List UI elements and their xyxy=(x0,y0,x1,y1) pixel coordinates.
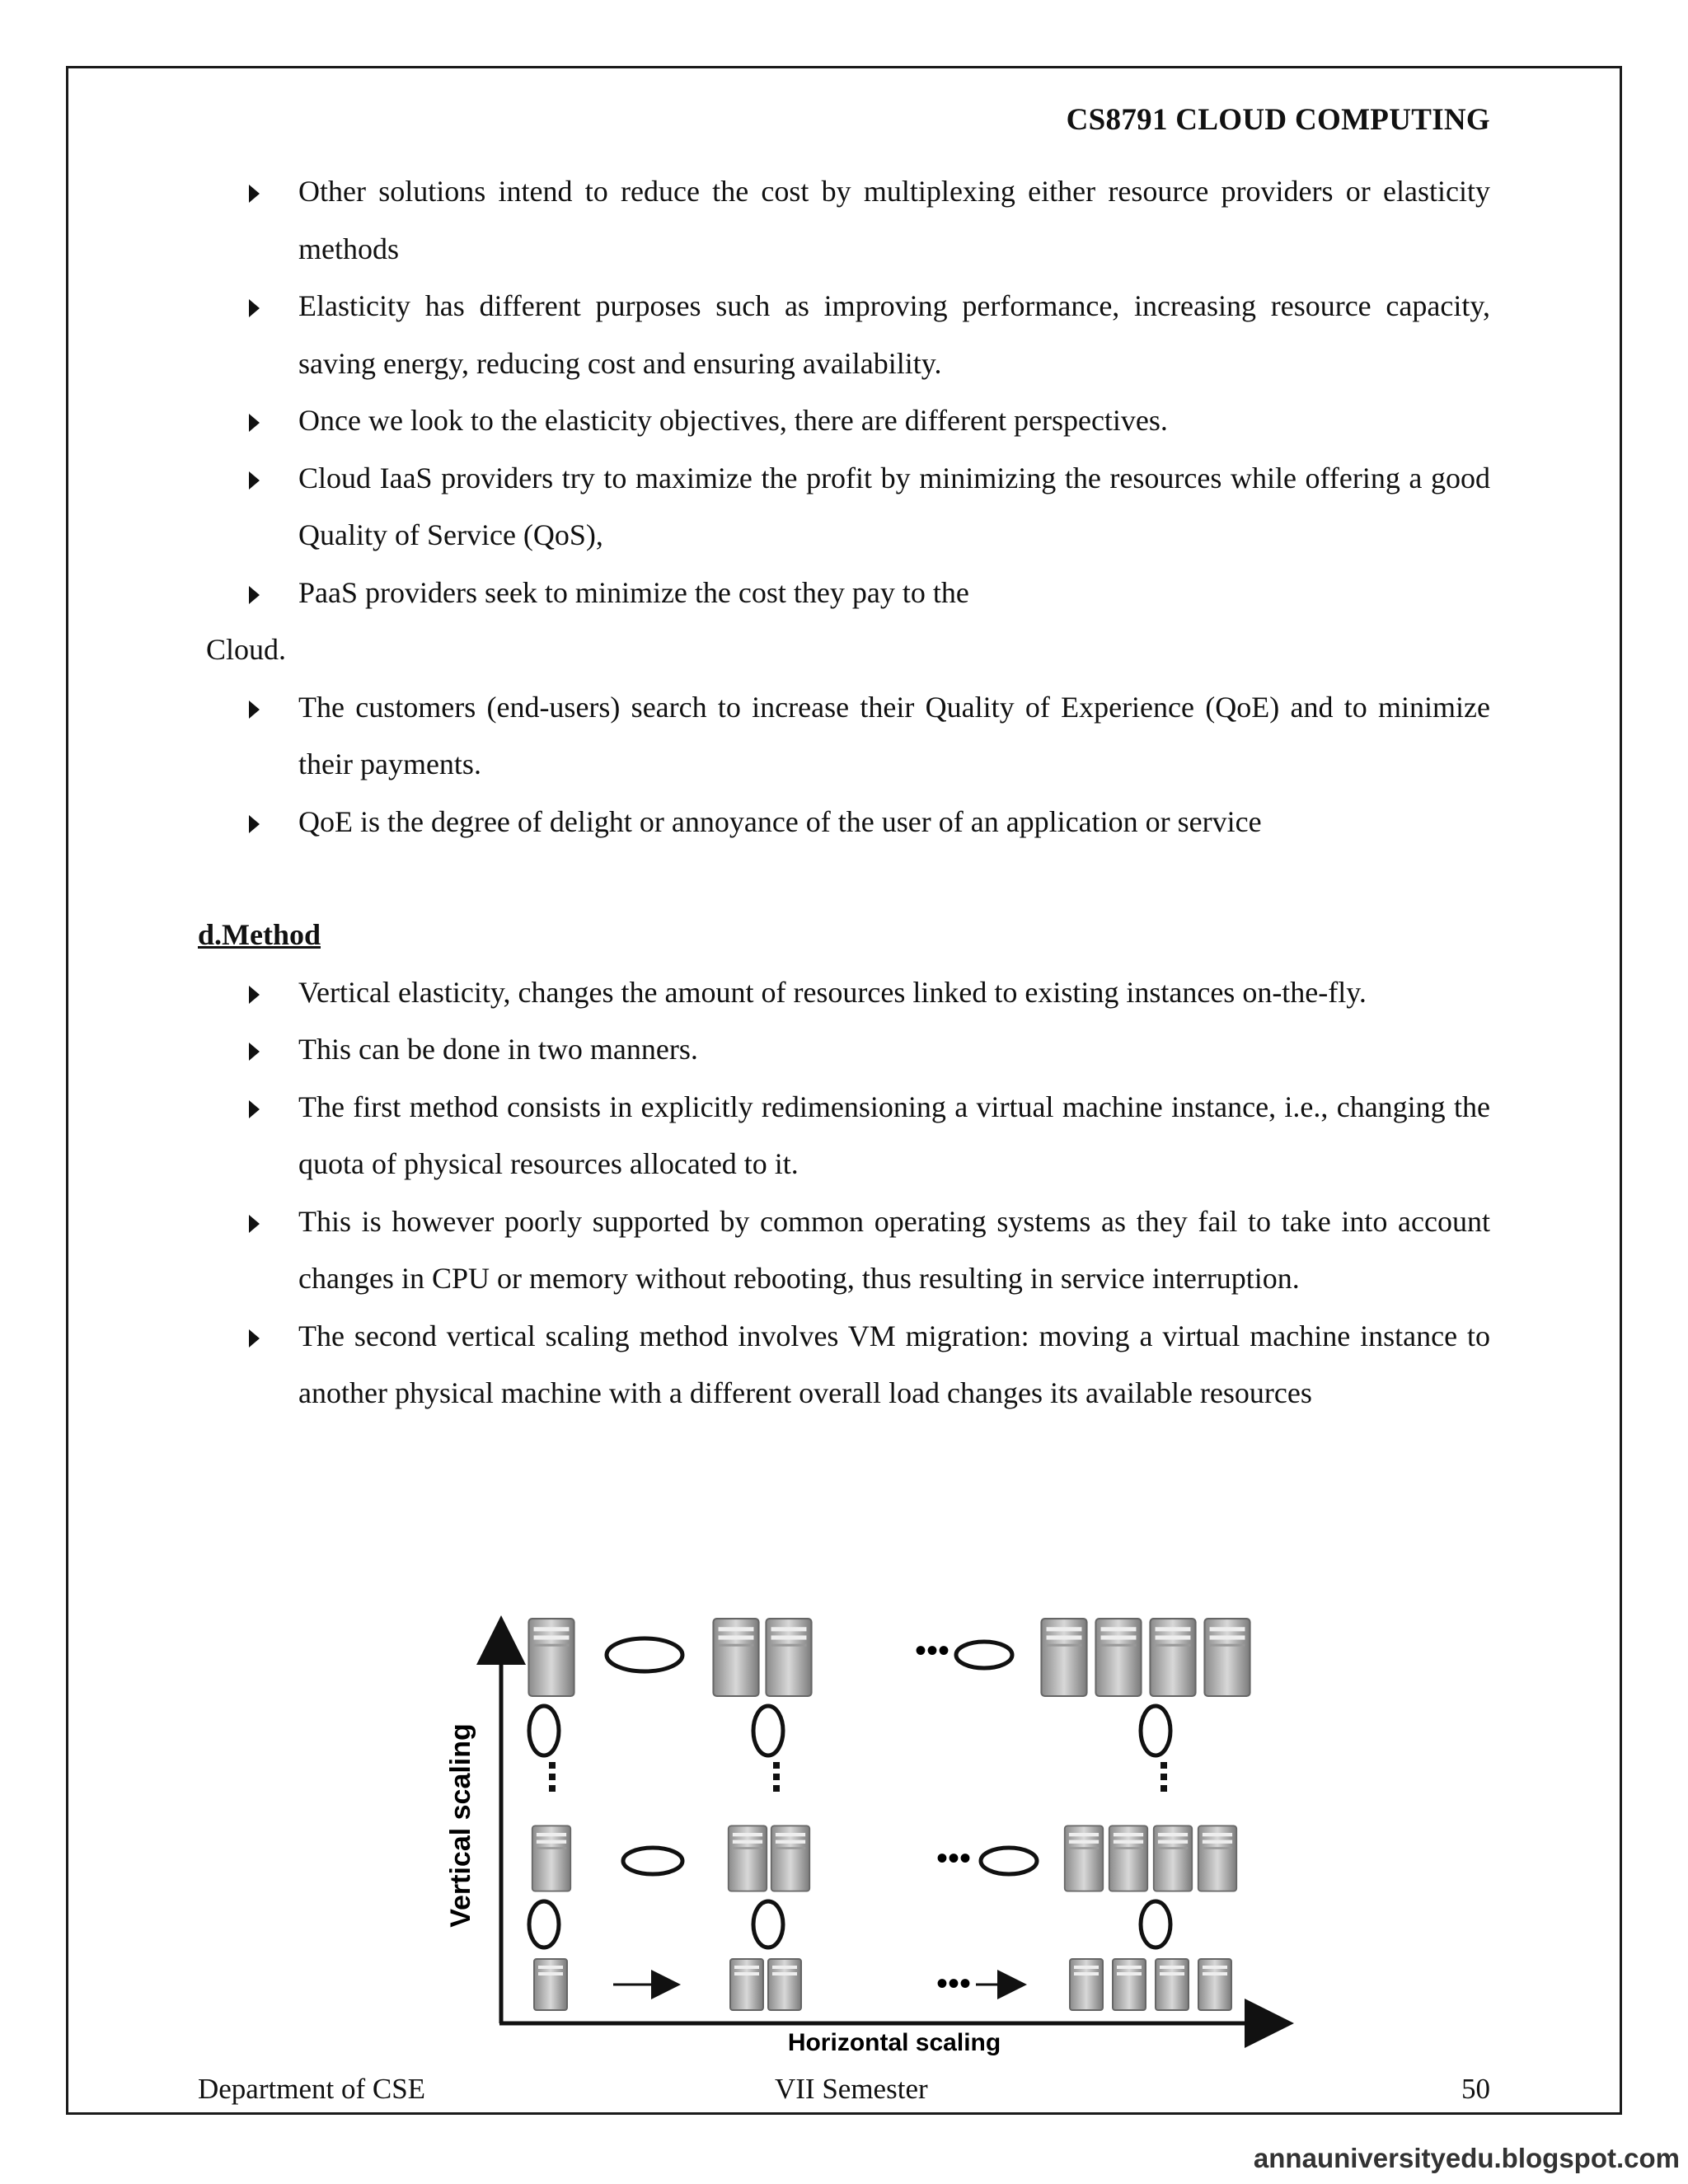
server-icon xyxy=(713,1619,758,1696)
server-icon xyxy=(771,1825,810,1891)
bullet-arrow-icon xyxy=(249,1215,260,1233)
list-item: Elasticity has different purposes such as improving performance, increasing resource capacity, saving energy, reducing cost and ensuring availability. xyxy=(198,278,1490,392)
server-icon xyxy=(1065,1825,1104,1891)
server-icon xyxy=(1070,1959,1103,2010)
main-content xyxy=(198,163,1490,1422)
list-item: Vertical elasticity, changes the amount of resources linked to existing instances on-the-fly. xyxy=(198,964,1490,1022)
list-item: The first method consists in explicitly redimensioning a virtual machine instance, i.e., changing the quota of physical resources allocated to it. xyxy=(198,1079,1490,1193)
server-icon xyxy=(534,1959,567,2010)
bullet-list-mid xyxy=(198,679,1490,851)
watermark-text: annauniversityedu.blogspot.com xyxy=(1253,2143,1680,2173)
bullet-arrow-icon xyxy=(249,701,260,719)
footer-department: Department of CSE xyxy=(198,2073,426,2105)
vertical-ellipsis-icon xyxy=(549,1762,1167,1792)
bullet-arrow-icon xyxy=(249,299,260,317)
server-icon xyxy=(766,1619,811,1696)
server-icon xyxy=(768,1959,801,2010)
server-icon xyxy=(1095,1619,1141,1696)
ellipsis-icon: ••• xyxy=(936,1840,972,1877)
list-item: Cloud IaaS providers try to maximize the profit by minimizing the resources while offering a good Quality of Service (QoS), xyxy=(198,450,1490,565)
list-item: This can be done in two manners. xyxy=(198,1021,1490,1079)
server-icon xyxy=(1150,1619,1195,1696)
bullet-arrow-icon xyxy=(249,1100,260,1118)
continuation-text: Cloud. xyxy=(206,633,287,666)
list-item: The customers (end-users) search to increase their Quality of Experience (QoE) and to minimize their payments. xyxy=(198,679,1490,794)
y-axis-label: Vertical scaling xyxy=(445,1723,476,1928)
list-item: This is however poorly supported by common operating systems as they fail to take into account changes in CPU or memory without rebooting, thus resulting in service interruption. xyxy=(198,1193,1490,1308)
footer-page-number: 50 xyxy=(1461,2073,1490,2105)
bullet-arrow-icon xyxy=(249,986,260,1004)
bullet-list-top xyxy=(198,163,1490,621)
list-item: Other solutions intend to reduce the cost by multiplexing either resource providers or elasticity methods xyxy=(198,163,1490,278)
bullet-list-method xyxy=(198,964,1490,1422)
bullet-arrow-icon xyxy=(249,1043,260,1061)
server-icon xyxy=(1204,1619,1250,1696)
ellipsis-icon: ••• xyxy=(936,1965,972,2002)
x-axis-label: Horizontal scaling xyxy=(787,2029,1001,2056)
ellipsis-icon: ••• xyxy=(915,1632,950,1669)
server-icon xyxy=(730,1959,763,2010)
vertical-cycle-icon xyxy=(529,1901,1170,1947)
list-item: Once we look to the elasticity objectives, there are different perspectives. xyxy=(198,392,1490,450)
bullet-arrow-icon xyxy=(249,471,260,490)
bullet-arrow-icon xyxy=(249,185,260,203)
server-icon xyxy=(1109,1825,1148,1891)
server-icon xyxy=(1198,1825,1237,1891)
server-icon xyxy=(1041,1619,1086,1696)
list-item: PaaS providers seek to minimize the cost they pay to the xyxy=(198,565,1490,622)
footer-semester: VII Semester xyxy=(775,2073,928,2105)
vertical-cycle-icon xyxy=(529,1706,1170,1755)
server-icon xyxy=(532,1825,571,1891)
section-heading: d.Method xyxy=(198,918,321,951)
server-icon xyxy=(1156,1959,1189,2010)
server-icon xyxy=(1198,1959,1231,2010)
bullet-arrow-icon xyxy=(249,815,260,833)
scaling-diagram xyxy=(429,1607,1302,2060)
page-header-title: CS8791 CLOUD COMPUTING xyxy=(1066,103,1490,137)
bullet-arrow-icon xyxy=(249,1329,260,1347)
bullet-arrow-icon xyxy=(249,414,260,432)
bullet-arrow-icon xyxy=(249,586,260,604)
server-icon xyxy=(528,1619,574,1696)
server-icon xyxy=(1113,1959,1146,2010)
server-icon xyxy=(1154,1825,1193,1891)
list-item: The second vertical scaling method involves VM migration: moving a virtual machine instance to another physical machine with a different overall load changes its available resources xyxy=(198,1308,1490,1422)
cycle-arrow-icon xyxy=(623,1848,1037,1874)
list-item: QoE is the degree of delight or annoyance of the user of an application or service xyxy=(198,794,1490,851)
server-icon xyxy=(729,1825,767,1891)
